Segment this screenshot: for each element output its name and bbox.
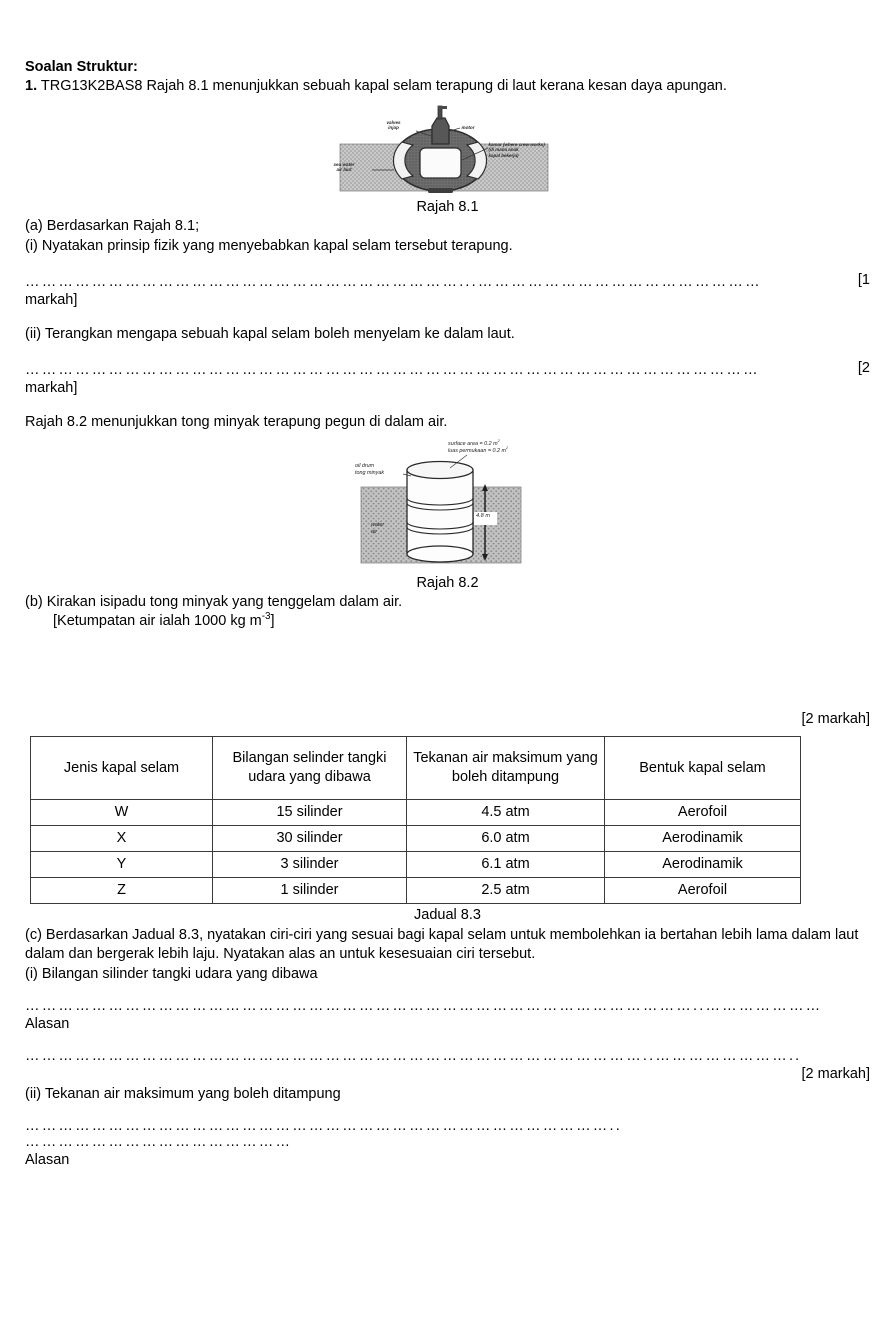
question-intro-text: TRG13K2BAS8 Rajah 8.1 menunjukkan sebuah kapal selam terapung di laut kerana kesan daya apungan. <box>40 78 727 95</box>
cell-bentuk: Aerofoil <box>605 878 801 904</box>
cell-silinder: 3 silinder <box>213 852 407 878</box>
marks-a-ii: [2 <box>857 360 870 377</box>
table-row <box>31 878 801 904</box>
column-header-bilangan-selinder: Bilangan selinder tangki udara yang dibawa <box>213 737 407 800</box>
cell-tekanan: 6.0 atm <box>407 826 605 852</box>
answer-line-c-ii-2[interactable] <box>25 1135 870 1151</box>
dotted-line: …………………………………………………………………………………………………………..………………… <box>25 999 823 1015</box>
jadual-8-3 <box>30 736 801 904</box>
cell-jenis: X <box>31 826 213 852</box>
table-caption: Jadual 8.3 <box>414 907 481 924</box>
answer-line-c-i[interactable] <box>25 999 870 1015</box>
label-depth: 4.8 m <box>476 512 490 519</box>
question-number: 1. <box>25 78 38 95</box>
column-header-tekanan-air: Tekanan air maksimum yang boleh ditampung <box>407 737 605 800</box>
part-c-item-ii: (ii) Tekanan air maksimum yang boleh ditampung <box>25 1085 341 1102</box>
cell-tekanan: 6.1 atm <box>407 852 605 878</box>
part-c-marks-1: [2 markah] <box>801 1066 870 1083</box>
part-c-item-i: (i) Bilangan silinder tangki udara yang dibawa <box>25 965 318 982</box>
answer-line-a-i[interactable] <box>25 271 870 290</box>
part-c-reason-label-1: Alasan <box>25 1015 70 1032</box>
cell-tekanan: 4.5 atm <box>407 800 605 826</box>
figure-8-2-oil-drum <box>355 440 540 572</box>
column-header-bentuk: Bentuk kapal selam <box>605 737 801 800</box>
dotted-line: …………………………………………………………………………………………….. <box>25 1119 622 1135</box>
label-motor: motor <box>461 124 475 130</box>
part-b-text: (b) Kirakan isipadu tong minyak yang tenggelam dalam air. <box>25 594 403 611</box>
label-surface-area: surface area = 0.2 $m^2$ luas permukaan = 0.2 $m^2$ <box>448 438 509 454</box>
marks-a-i-cont: markah] <box>25 291 78 308</box>
cell-jenis: W <box>31 800 213 826</box>
label-valves: valves injap <box>386 119 401 131</box>
label-water: water air <box>371 521 385 535</box>
figure-8-1-submarine <box>328 104 568 196</box>
figure-8-2-intro: Rajah 8.2 menunjukkan tong minyak terapung pegun di dalam air. <box>25 414 448 431</box>
dotted-line: …………………………………………………………………………………………………..…………………….. <box>25 1049 802 1065</box>
column-header-jenis: Jenis kapal selam <box>31 737 213 800</box>
question-intro <box>25 77 870 96</box>
figure-8-2-caption: Rajah 8.2 <box>416 574 479 591</box>
label-crew-chamber: kamar (where crew works) (di mana anak kapal bekerja) <box>488 141 545 159</box>
table-row <box>31 852 801 878</box>
marks-a-i: [1 <box>857 272 870 289</box>
dotted-line: …………………………………………………………………………………………………………………… <box>25 362 760 378</box>
marks-a-ii-cont: markah] <box>25 379 78 396</box>
table-row <box>31 826 801 852</box>
figure-8-1-caption: Rajah 8.1 <box>416 198 479 215</box>
part-c-reason-label-2: Alasan <box>25 1152 70 1169</box>
cell-tekanan: 2.5 atm <box>407 878 605 904</box>
cell-bentuk: Aerodinamik <box>605 826 801 852</box>
part-a-item-i: (i) Nyatakan prinsip fizik yang menyebabkan kapal selam tersebut terapung. <box>25 237 513 254</box>
figure-8-2-container <box>25 440 870 572</box>
label-oil-drum: oil drum tong minyak <box>355 462 385 476</box>
cell-silinder: 30 silinder <box>213 826 407 852</box>
cell-silinder: 15 silinder <box>213 800 407 826</box>
dotted-line: ……………………………………………………………………...…………………………………………… <box>25 274 762 290</box>
cell-bentuk: Aerofoil <box>605 800 801 826</box>
page-title: Soalan Struktur: <box>25 59 138 75</box>
answer-line-c-ii-1[interactable] <box>25 1119 870 1135</box>
table-header-row <box>31 737 801 800</box>
cell-jenis: Z <box>31 878 213 904</box>
label-sea-water: sea water air laut <box>333 161 355 173</box>
working-space[interactable] <box>25 632 870 710</box>
cell-silinder: 1 silinder <box>213 878 407 904</box>
answer-line-a-ii[interactable] <box>25 359 870 378</box>
part-c-text: (c) Berdasarkan Jadual 8.3, nyatakan ciri-ciri yang sesuai bagi kapal selam untuk membolehkan ia bertahan lebih lama dalam laut dalam dan bergerak lebih laju. Nyatakan alas an untuk kesesuaian ciri tersebut. <box>25 926 859 963</box>
cell-jenis: Y <box>31 852 213 878</box>
document-content <box>25 58 870 1170</box>
figure-8-1-container <box>25 104 870 196</box>
dotted-line: ………………………………………… <box>25 1135 293 1151</box>
cell-bentuk: Aerodinamik <box>605 852 801 878</box>
part-b-marks: [2 markah] <box>801 710 870 727</box>
answer-line-c-reason-1[interactable] <box>25 1049 870 1065</box>
part-b-note: [Ketumpatan air ialah 1000 kg $m^{-3}$] <box>53 611 275 630</box>
part-a-item-ii: (ii) Terangkan mengapa sebuah kapal selam boleh menyelam ke dalam laut. <box>25 325 515 342</box>
table-row <box>31 800 801 826</box>
part-a-label: (a) Berdasarkan Rajah 8.1; <box>25 218 200 235</box>
oil-drum-diagram-svg <box>355 440 540 572</box>
